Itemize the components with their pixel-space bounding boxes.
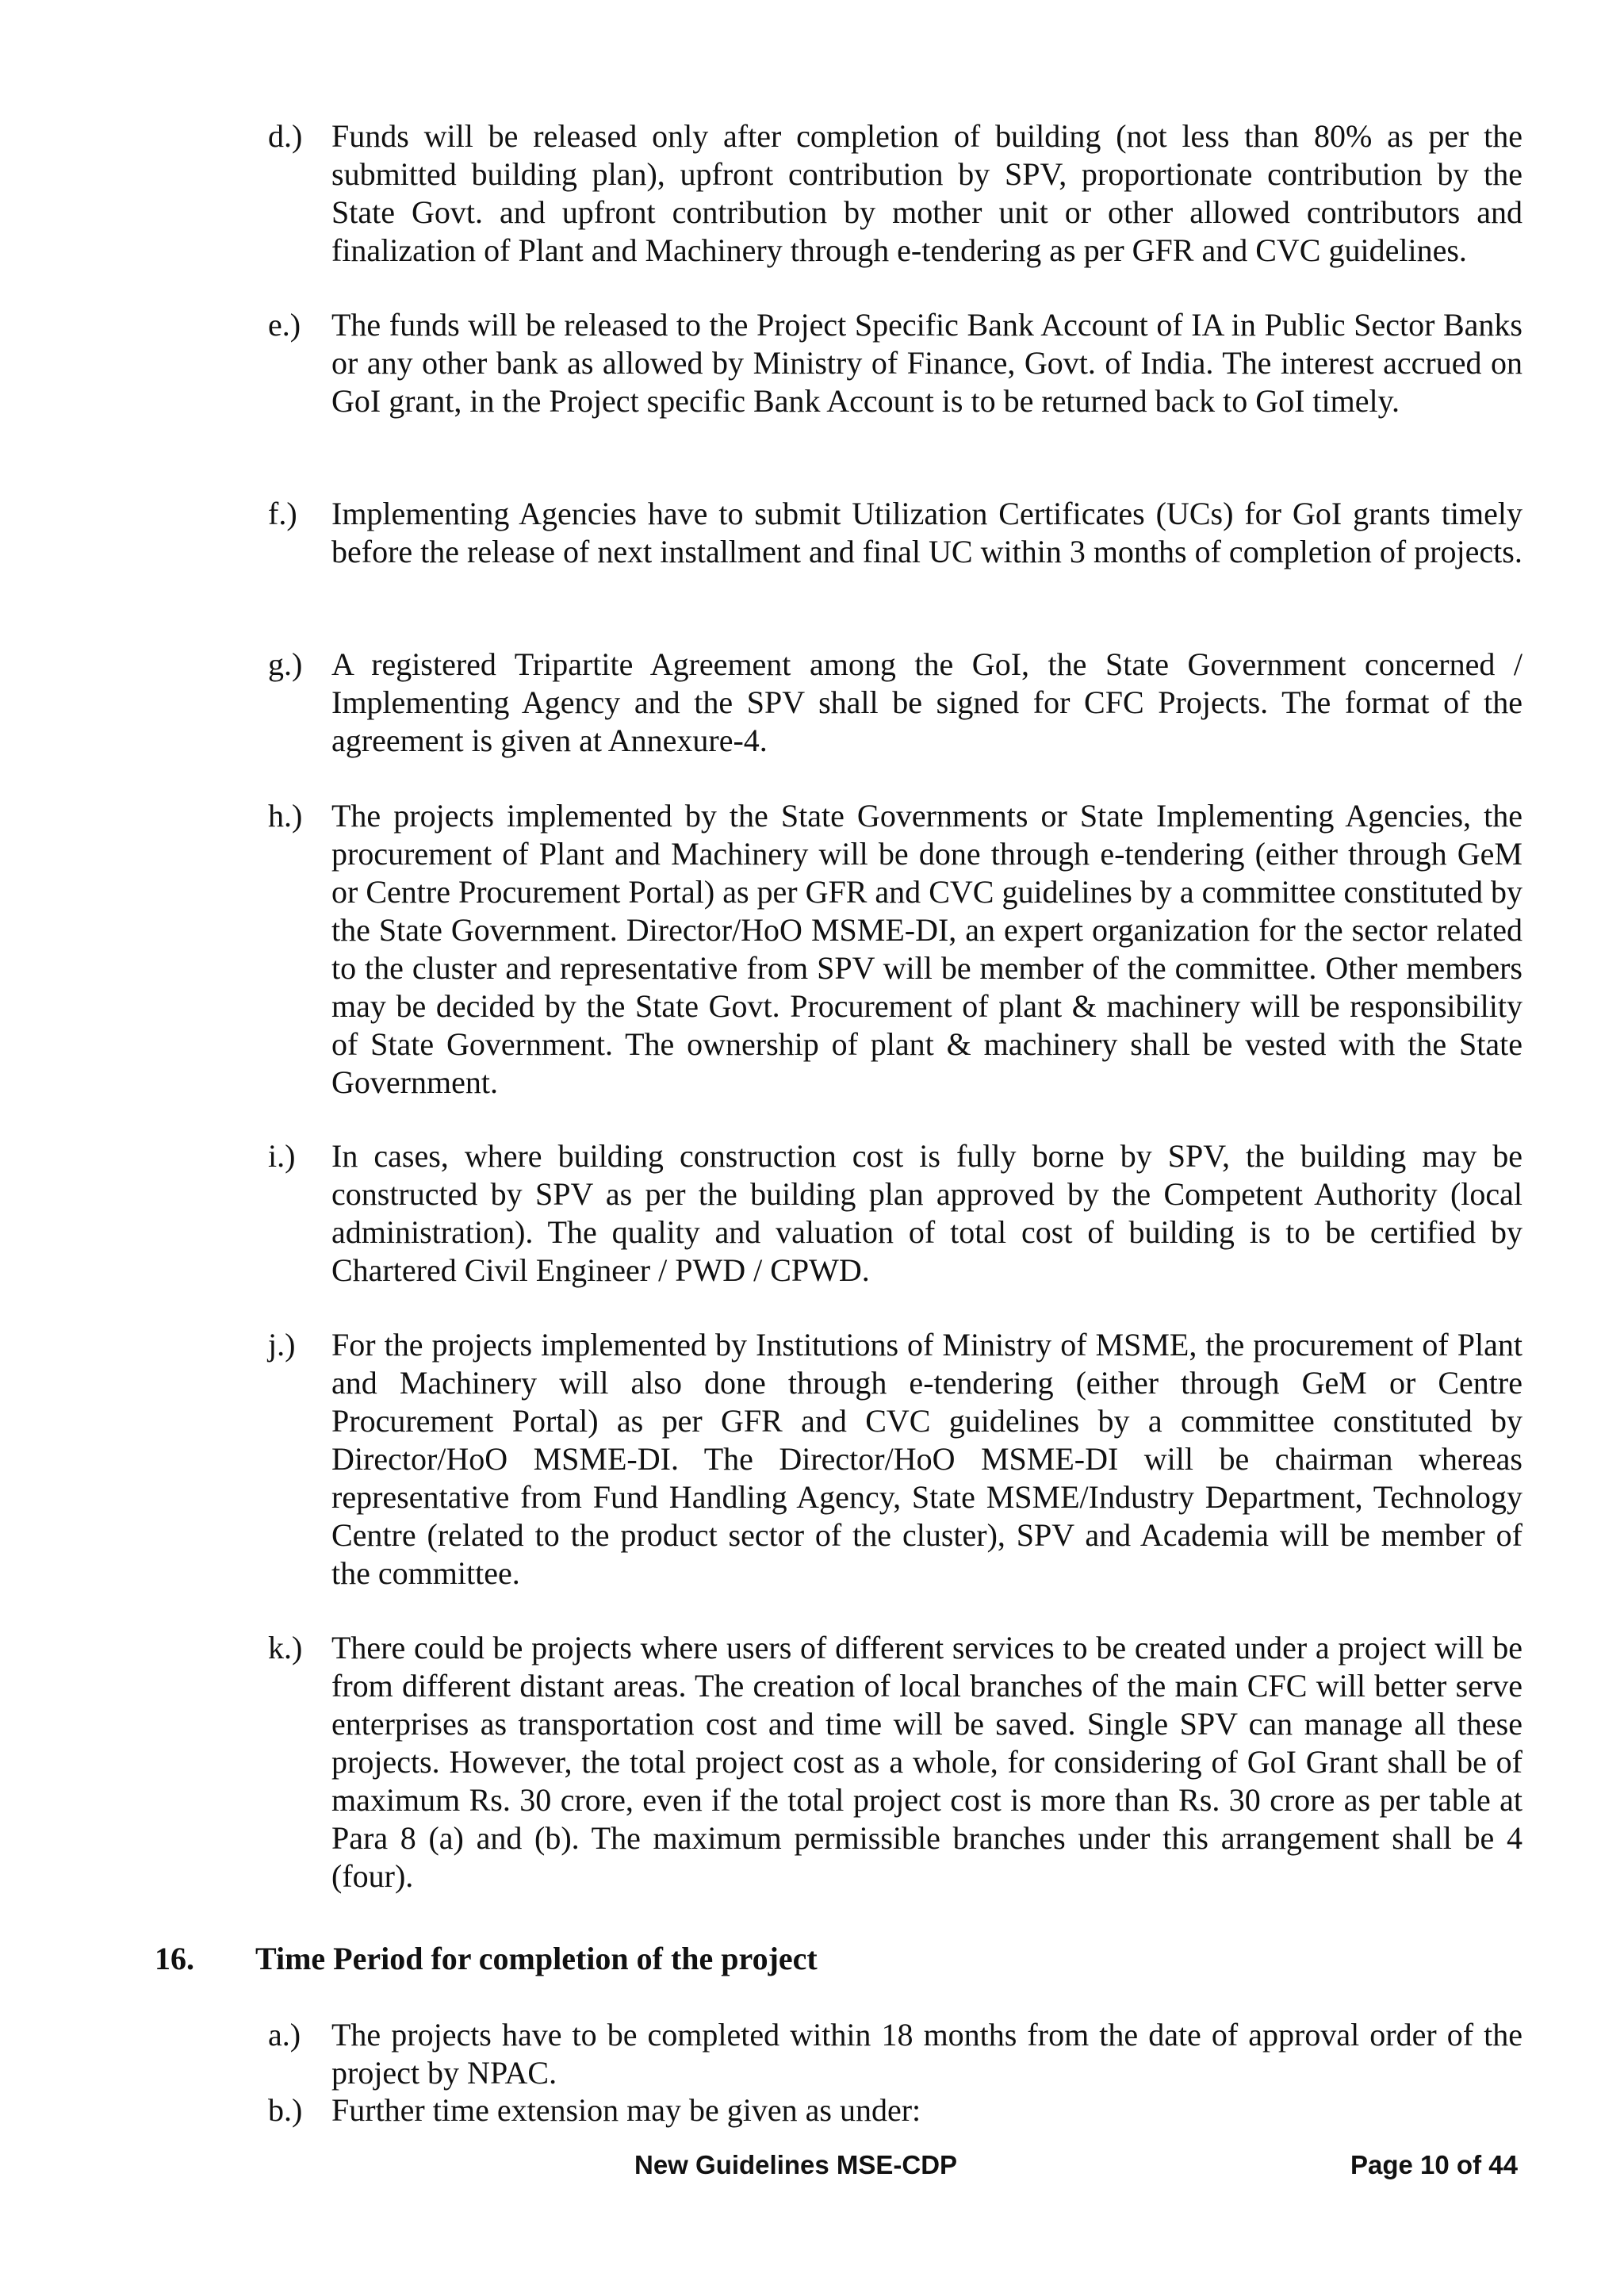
list-item-text: The funds will be released to the Project Specific Bank Account of IA in Public Sector Banks or any other bank as allowed by Ministry of Finance, Govt. of India. The interest accrued on GoI grant, in the Project specific Bank Account is to be returned back to GoI timely. [331, 307, 1522, 419]
list-item-e [268, 306, 1522, 420]
list-item-text: Funds will be released only after completion of building (not less than 80% as per the submitted building plan), upfront contribution by SPV, proportionate contribution by the State Govt. and upfront contribution by mother unit or other allowed contributors and finalization of Plant and Machinery through e-tendering as per GFR and CVC guidelines. [331, 118, 1522, 268]
list-item-label: i.) [268, 1138, 296, 1174]
list-item-label: j.) [268, 1327, 296, 1363]
list-item-d [268, 117, 1522, 270]
list-item-label: e.) [268, 307, 301, 343]
list-item-text: For the projects implemented by Institutions of Ministry of MSME, the procurement of Plant and Machinery will also done through e-tendering (either through GeM or Centre Procurement Portal) as per GFR and CVC guidelines by a committee constituted by Director/HoO MSME-DI. The Director/HoO MSME-DI will be chairman whereas representative from Fund Handling Agency, State MSME/Industry Department, Technology Centre (related to the product sector of the cluster), SPV and Academia will be member of the committee. [331, 1327, 1522, 1591]
list-item-b [268, 2091, 1522, 2129]
list-item-f [268, 495, 1522, 571]
list-item-h [268, 797, 1522, 1102]
list-item-text: Implementing Agencies have to submit Utilization Certificates (UCs) for GoI grants timely before the release of next installment and final UC within 3 months of completion of projects. [331, 496, 1522, 569]
list-item-text: The projects implemented by the State Governments or State Implementing Agencies, the procurement of Plant and Machinery will be done through e-tendering (either through GeM or Centre Procurement Portal) as per GFR and CVC guidelines by a committee constituted by the State Government. Director/HoO MSME-DI, an expert organization for the sector related to the cluster and representative from SPV will be member of the committee. Other members may be decided by the State Govt. Procurement of plant & machinery will be responsibility of State Government. The ownership of plant & machinery shall be vested with the State Government. [331, 798, 1522, 1100]
list-item-label: b.) [268, 2092, 303, 2128]
list-item-j [268, 1326, 1522, 1593]
list-item-label: h.) [268, 798, 303, 834]
list-item-g [268, 646, 1522, 760]
list-item-a [268, 2016, 1522, 2092]
list-item-text: There could be projects where users of different services to be created under a project will be from different distant areas. The creation of local branches of the main CFC will better serve enterprises as transportation cost and time will be saved. Single SPV can manage all these projects. However, the total project cost as a whole, for considering of GoI Grant shall be of maximum Rs. 30 crore, even if the total project cost is more than Rs. 30 crore as per table at Para 8 (a) and (b). The maximum permissible branches under this arrangement shall be 4 (four). [331, 1630, 1522, 1894]
list-item-i [268, 1137, 1522, 1290]
list-item-label: k.) [268, 1630, 303, 1665]
list-item-k [268, 1629, 1522, 1895]
list-item-text: Further time extension may be given as under: [331, 2092, 921, 2128]
section-title: Time Period for completion of the project [255, 1941, 818, 1976]
list-item-label: a.) [268, 2017, 301, 2053]
list-item-label: g.) [268, 646, 303, 682]
footer-document-title: New Guidelines MSE-CDP [634, 2150, 958, 2179]
footer-page-number: Page 10 of 44 [1350, 2150, 1518, 2179]
list-item-text: In cases, where building construction cost is fully borne by SPV, the building may be constructed by SPV as per the building plan approved by the Competent Authority (local administration). The quality and valuation of total cost of building is to be certified by Chartered Civil Engineer / PWD / CPWD. [331, 1138, 1522, 1288]
section-number: 16. [155, 1941, 194, 1976]
list-item-label: f.) [268, 496, 297, 531]
list-item-text: A registered Tripartite Agreement among the GoI, the State Government concerned / Implementing Agency and the SPV shall be signed for CFC Projects. The format of the agreement is given at Annexure-4. [331, 646, 1522, 758]
list-item-label: d.) [268, 118, 303, 154]
list-item-text: The projects have to be completed within 18 months from the date of approval order of the project by NPAC. [331, 2017, 1522, 2091]
